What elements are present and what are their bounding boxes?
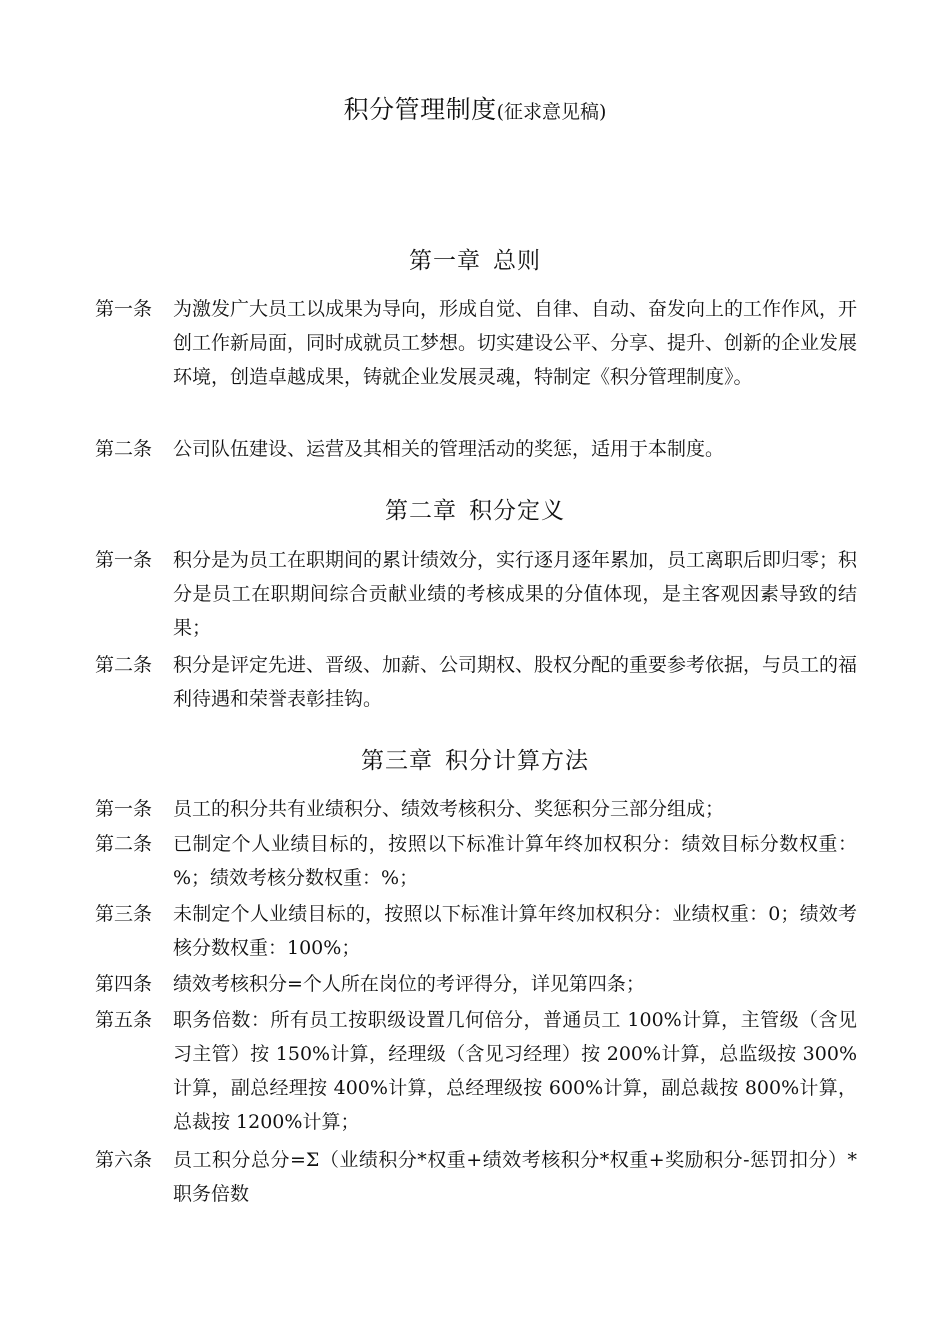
article-label: 第二条 [95, 438, 153, 460]
article-text: 积分是评定先进、晋级、加薪、公司期权、股权分配的重要参考依据，与员工的福利待遇和荣誉表彰挂钩。 [173, 654, 858, 710]
document-subtitle: (征求意见稿) [496, 101, 607, 123]
article-text: 为激发广大员工以成果为导向，形成自觉、自律、自动、奋发向上的工作作风，开创工作新局面，同时成就员工梦想。切实建设公平、分享、提升、创新的企业发展环境，创造卓越成果，铸就企业发展灵魂，特制定《积分管理制度》。 [173, 298, 858, 388]
chapter-2-name: 积分定义 [469, 498, 565, 524]
article-label: 第六条 [95, 1149, 153, 1171]
article-text: 未制定个人业绩目标的，按照以下标准计算年终加权积分：业绩权重：0；绩效考核分数权重：100%； [173, 903, 857, 959]
article-label: 第一条 [95, 798, 153, 820]
chapter-3-article-6 [95, 1143, 857, 1211]
article-label: 第二条 [95, 833, 153, 855]
chapter-2-article-1 [95, 543, 857, 645]
article-text: 员工积分总分=Σ（业绩积分*权重+绩效考核积分*权重+奖励积分-惩罚扣分）*职务倍数 [173, 1149, 857, 1205]
chapter-1-article-2 [95, 432, 857, 466]
article-text: 绩效考核积分=个人所在岗位的考评得分，详见第四条； [173, 973, 645, 995]
chapter-3-article-1 [95, 792, 857, 826]
chapter-2-heading [0, 495, 950, 527]
chapter-3-name: 积分计算方法 [445, 748, 589, 774]
article-label: 第五条 [95, 1009, 153, 1031]
chapter-3-number: 第三章 [361, 748, 433, 774]
chapter-3-article-5 [95, 1003, 857, 1139]
article-label: 第一条 [95, 549, 153, 571]
article-label: 第二条 [95, 654, 153, 676]
article-label: 第三条 [95, 903, 153, 925]
article-label: 第一条 [95, 298, 153, 320]
chapter-2-article-2 [95, 648, 857, 716]
chapter-3-article-4 [95, 967, 857, 1001]
chapter-1-name: 总则 [493, 248, 541, 274]
article-text: 职务倍数：所有员工按职级设置几何倍分，普通员工 100%计算，主管级（含见习主管）按 150%计算，经理级（含见习经理）按 200%计算，总监级按 300%计算，副总经理按 400%计算，总经理级按 600%计算，副总裁按 800%计算，总裁按 1200%计算； [173, 1009, 857, 1133]
chapter-1-article-1 [95, 292, 857, 394]
document-title [0, 92, 950, 130]
chapter-2-number: 第二章 [385, 498, 457, 524]
chapter-3-heading [0, 745, 950, 777]
article-text: 公司队伍建设、运营及其相关的管理活动的奖惩，适用于本制度。 [173, 438, 725, 460]
article-text: 员工的积分共有业绩积分、绩效考核积分、奖惩积分三部分组成； [173, 798, 725, 820]
chapter-1-heading [0, 245, 950, 277]
article-label: 第四条 [95, 973, 153, 995]
chapter-3-article-3 [95, 897, 857, 965]
chapter-3-article-2 [95, 827, 857, 895]
chapter-1-number: 第一章 [409, 248, 481, 274]
article-text: 已制定个人业绩目标的，按照以下标准计算年终加权积分：绩效目标分数权重：%；绩效考核分数权重：%； [173, 833, 857, 889]
article-text: 积分是为员工在职期间的累计绩效分，实行逐月逐年累加，员工离职后即归零；积分是员工在职期间综合贡献业绩的考核成果的分值体现，是主客观因素导致的结果； [173, 549, 858, 639]
document-title-main: 积分管理制度 [343, 95, 497, 124]
